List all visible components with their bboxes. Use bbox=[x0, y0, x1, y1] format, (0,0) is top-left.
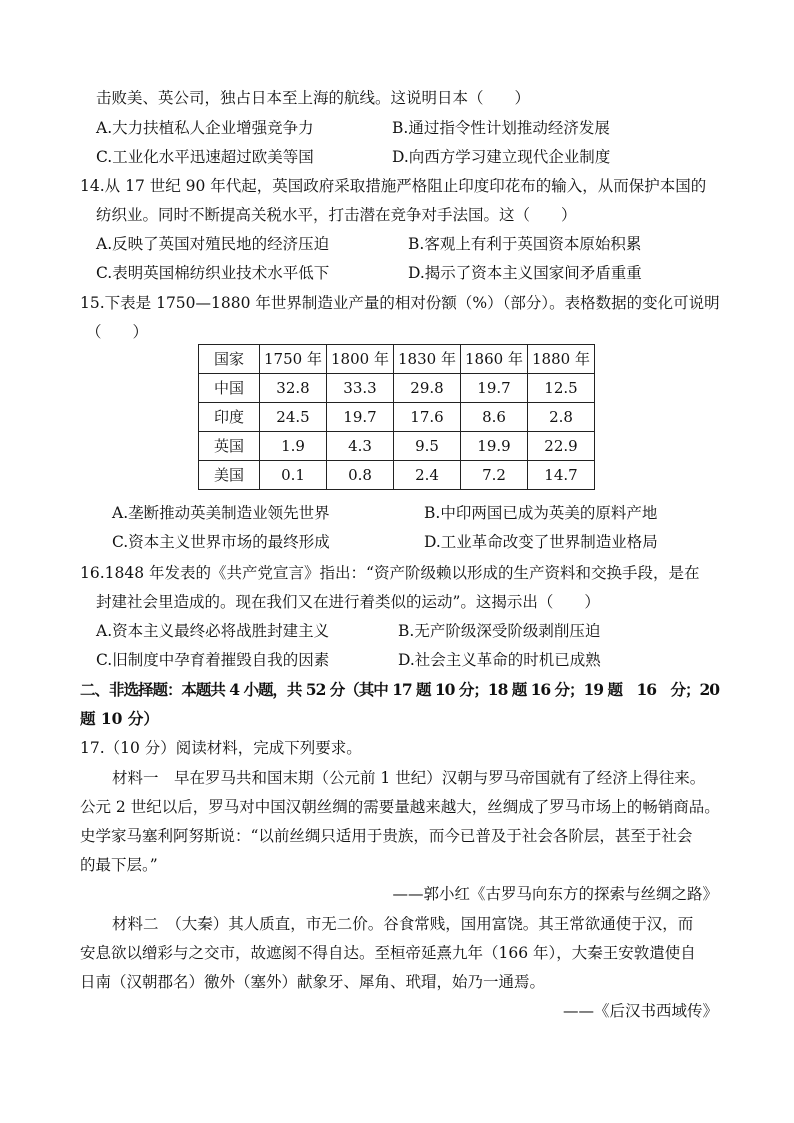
q17-material1-source: ——郭小红《古罗马向东方的探索与丝绸之路》 bbox=[392, 885, 718, 903]
q16-option-c: C.旧制度中孕育着摧毁自我的因素 bbox=[96, 651, 330, 669]
table-row bbox=[199, 461, 595, 490]
q14-stem-line1: 14.从 17 世纪 90 年代起，英国政府采取措施严格阻止印度印花布的输入，从而保护本国的 bbox=[80, 177, 707, 195]
q13-option-a: A.大力扶植私人企业增强竞争力 bbox=[96, 119, 314, 137]
table-cell: 19.7 bbox=[461, 374, 528, 403]
section-2-heading-line2: 题 10 分） bbox=[80, 709, 159, 728]
q17-material2-line1: 材料二 （大秦）其人质直，市无二价。谷食常贱，国用富饶。其王常欲通使于汉，而 bbox=[112, 915, 694, 933]
q15-stem-line2: （ ） bbox=[86, 323, 149, 341]
q14-stem-line2: 纺织业。同时不断提高关税水平，打击潜在竞争对手法国。这（ ） bbox=[96, 206, 577, 224]
q15-option-b: B.中印两国已成为英美的原料产地 bbox=[424, 504, 658, 522]
q13-option-b: B.通过指令性计划推动经济发展 bbox=[392, 119, 610, 137]
q14-option-c: C.表明英国棉纺织业技术水平低下 bbox=[96, 264, 330, 282]
table-cell: 0.8 bbox=[327, 461, 394, 490]
table-cell: 19.7 bbox=[327, 403, 394, 432]
table-cell: 0.1 bbox=[260, 461, 327, 490]
table-cell: 14.7 bbox=[528, 461, 595, 490]
table-cell: 33.3 bbox=[327, 374, 394, 403]
q17-material2-source: ——《后汉书西域传》 bbox=[562, 1002, 718, 1020]
q17-stem: 17.（10 分）阅读材料，完成下列要求。 bbox=[80, 739, 362, 757]
table-cell: 9.5 bbox=[394, 432, 461, 461]
q14-option-b: B.客观上有利于英国资本原始积累 bbox=[408, 235, 642, 253]
section-2-heading-line1: 二、非选择题：本题共 4 小题，共 52 分（其中 17 题 10 分；18 题 16 分；19 题 16 分；20 bbox=[80, 680, 720, 699]
table-row bbox=[199, 403, 595, 432]
q14-option-a: A.反映了英国对殖民地的经济压迫 bbox=[96, 235, 330, 253]
table-cell: 24.5 bbox=[260, 403, 327, 432]
q16-option-a: A.资本主义最终必将战胜封建主义 bbox=[96, 622, 330, 640]
q14-option-d: D.揭示了资本主义国家间矛盾重重 bbox=[408, 264, 642, 282]
table-cell: 印度 bbox=[199, 403, 260, 432]
q16-stem-line1: 16.1848 年发表的《共产党宣言》指出：“资产阶级赖以形成的生产资料和交换手段，是在 bbox=[80, 564, 700, 582]
manufacturing-share-table bbox=[198, 344, 595, 490]
q16-option-d: D.社会主义革命的时机已成熟 bbox=[398, 651, 601, 669]
table-cell: 英国 bbox=[199, 432, 260, 461]
table-cell: 2.8 bbox=[528, 403, 595, 432]
table-header-cell: 国家 bbox=[199, 345, 260, 374]
q15-option-a: A.垄断推动英美制造业领先世界 bbox=[112, 504, 330, 522]
q13-option-d: D.向西方学习建立现代企业制度 bbox=[392, 148, 611, 166]
table-cell: 19.9 bbox=[461, 432, 528, 461]
table-row bbox=[199, 374, 595, 403]
q13-option-c: C.工业化水平迅速超过欧美等国 bbox=[96, 148, 314, 166]
q17-material2-line3: 日南（汉朝郡名）徼外（塞外）献象牙、犀角、玳瑁，始乃一通焉。 bbox=[80, 973, 546, 991]
table-header-cell: 1800 年 bbox=[327, 345, 394, 374]
q16-stem-line2: 封建社会里造成的。现在我们又在进行着类似的运动”。这揭示出（ ） bbox=[96, 593, 600, 611]
table-cell: 2.4 bbox=[394, 461, 461, 490]
table-header-cell: 1880 年 bbox=[528, 345, 595, 374]
q17-material1-line1: 材料一 早在罗马共和国末期（公元前 1 世纪）汉朝与罗马帝国就有了经济上得往来。 bbox=[112, 769, 706, 787]
table-cell: 32.8 bbox=[260, 374, 327, 403]
q15-option-c: C.资本主义世界市场的最终形成 bbox=[112, 533, 330, 551]
table-cell: 7.2 bbox=[461, 461, 528, 490]
table-cell: 12.5 bbox=[528, 374, 595, 403]
table-cell: 17.6 bbox=[394, 403, 461, 432]
q17-material1-line3: 史学家马塞利阿努斯说：“以前丝绸只适用于贵族，而今已普及于社会各阶层，甚至于社会 bbox=[80, 827, 693, 845]
q15-stem-line1: 15.下表是 1750—1880 年世界制造业产量的相对份额（%）（部分）。表格数据的变化可说明 bbox=[80, 294, 720, 312]
q17-material1-line2: 公元 2 世纪以后，罗马对中国汉朝丝绸的需要量越来越大，丝绸成了罗马市场上的畅销商品。 bbox=[80, 798, 720, 816]
table-cell: 22.9 bbox=[528, 432, 595, 461]
q17-material2-line2: 安息欲以缯彩与之交市，故遮阂不得自达。至桓帝延熹九年（166 年），大秦王安敦遣使自 bbox=[80, 944, 696, 962]
table-header-cell: 1750 年 bbox=[260, 345, 327, 374]
q16-option-b: B.无产阶级深受阶级剥削压迫 bbox=[398, 622, 601, 640]
table-header-row bbox=[199, 345, 595, 374]
table-row bbox=[199, 432, 595, 461]
table-cell: 美国 bbox=[199, 461, 260, 490]
q15-option-d: D.工业革命改变了世界制造业格局 bbox=[424, 533, 658, 551]
q13-stem-tail: 击败美、英公司，独占日本至上海的航线。这说明日本（ ） bbox=[96, 89, 531, 107]
table-header-cell: 1830 年 bbox=[394, 345, 461, 374]
table-header-cell: 1860 年 bbox=[461, 345, 528, 374]
table-cell: 1.9 bbox=[260, 432, 327, 461]
table-cell: 中国 bbox=[199, 374, 260, 403]
q17-material1-line4: 的最下层。” bbox=[80, 856, 158, 874]
table-cell: 8.6 bbox=[461, 403, 528, 432]
table-cell: 29.8 bbox=[394, 374, 461, 403]
table-cell: 4.3 bbox=[327, 432, 394, 461]
